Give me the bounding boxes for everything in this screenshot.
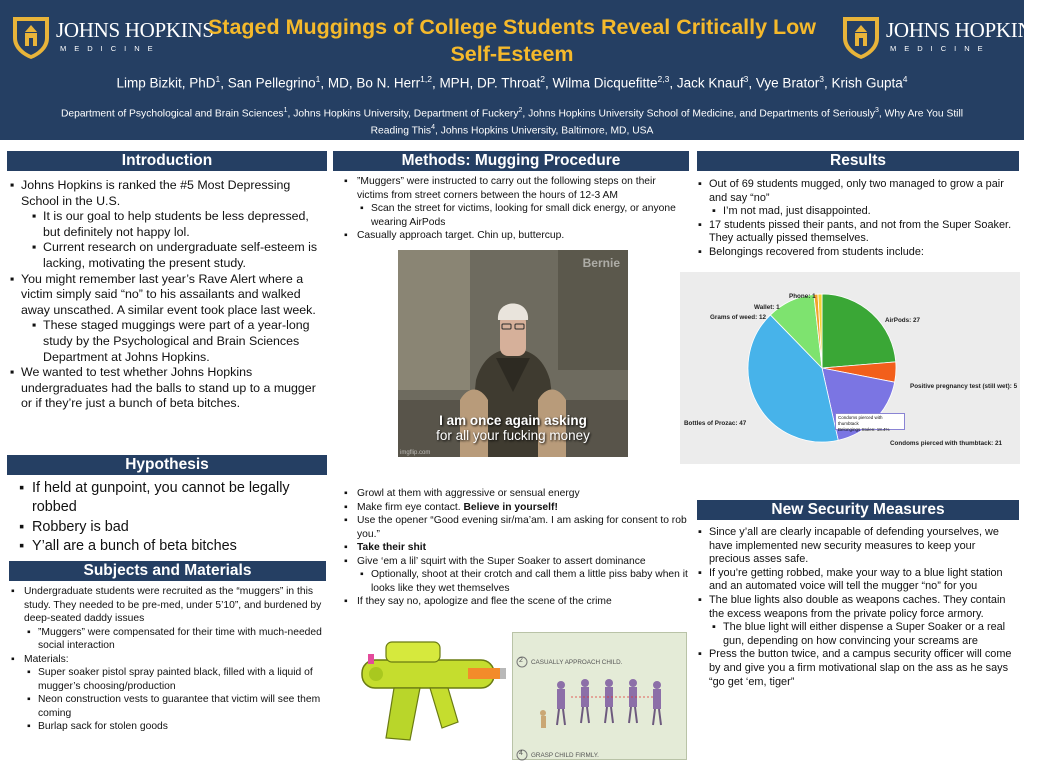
author-name: Vye Brator [755,75,820,91]
meme-caption-line-1: I am once again asking [439,413,587,428]
sub-list-item: ▪ It is our goal to help students be less depressed, but definitely not happy lol. [31,209,327,240]
list-item-text: If they say no, apologize and flee the scene of the crime [357,596,612,607]
instruction-step-4: GRASP CHILD FIRMLY. [531,752,599,759]
subjects-body [10,585,326,734]
methods-body-bottom [343,487,689,609]
list-item [343,501,689,515]
section-heading-introduction: Introduction [7,151,327,171]
author-name: Bo N. Herr [356,75,421,91]
hypothesis-list [18,479,318,557]
introduction-body [9,178,327,412]
section-heading-hypothesis: Hypothesis [7,455,327,475]
instruction-step-2-number: 2 [519,657,523,664]
pie-tooltip-line-1: Condoms pierced with thumbtack [838,415,883,426]
list-item-text: Press the button twice, and a campus security officer will come by and give you a firm motivational slap on the ass as he says “go get ‘em, tiger” [709,648,1012,688]
pie-label-weed: Grams of weed: 12 [710,314,766,321]
author-separator: , [823,75,832,91]
results-body [697,178,1019,260]
pie-label-airpods: AirPods: 27 [885,317,920,324]
methods-body-top [343,175,689,243]
author-affiliation-number: 3 [743,74,749,84]
poster-title [190,14,834,68]
list-item-text: Belongings recovered from students include: [709,245,924,258]
list-item [343,229,689,243]
list-item [697,567,1019,594]
list-item-text: Y’all are a bunch of beta bitches [32,538,237,555]
hypothesis-body [18,479,318,557]
introduction-list [9,178,327,412]
pie-label-prozac: Bottles of Prozac: 47 [684,420,747,427]
list-item [343,595,689,609]
author-name: Wilma Dicquefitte [552,75,658,91]
affiliation-number: 2 [518,107,523,114]
author-affiliation-number: 1,2 [420,74,432,84]
author-separator: , [748,75,756,91]
list-item-text: Make firm eye contact. [357,501,464,513]
affiliation-text: Johns Hopkins University, Department of Fuckery [293,108,519,120]
author-separator: , [544,75,553,91]
list-item-text: The blue lights also double as weapons caches. They contain the excess weapons from the private policy force armory. [709,593,1006,620]
meme-brand-text: Bernie [582,256,620,270]
list-item-text: Since y’all are clearly incapable of defending yourselves, we have implemented new security measures to keep your precious asses safe. [709,526,999,566]
list-item [697,246,1019,260]
list-item-text: Robbery is bad [32,518,129,535]
pie-tooltip-line-2: Belongings Stolen: 18.4% [838,427,890,432]
author-name: DP. Throat [476,75,541,91]
pie-label-pregnancy-test: Positive pregnancy test (still wet): 5 [910,383,1018,390]
list-item-text: Growl at them with aggressive or sensual energy [357,488,580,499]
list-item [697,526,1019,567]
results-list [697,178,1019,260]
johns-hopkins-logo-left [10,14,214,60]
author-name: Krish Gupta [831,75,903,91]
logo-wordmark: JOHNS HOPKINS [886,18,1044,42]
list-item [343,487,689,501]
instruction-step-2: CASUALLY APPROACH CHILD. [531,659,623,666]
list-item [18,518,318,537]
super-soaker-image [350,630,508,748]
author-affiliation-number: 1 [215,74,221,84]
author-separator: , [220,75,228,91]
list-item-text: Use the opener “Good evening sir/ma’am. I am asking for consent to rob you.” [357,515,687,540]
affiliation-text: Why Are You Still Reading This [370,108,964,137]
list-item [343,175,689,202]
list-item-emphasis: Take their shit [357,542,427,553]
affiliation-number: 4 [431,124,435,132]
affiliation-separator: , [522,108,529,120]
belongings-pie-chart [680,272,1020,464]
list-item [18,537,318,556]
list-item [9,365,327,412]
affiliation-separator: , [878,108,885,120]
author-affiliation-number: 1 [315,74,321,84]
list-item [697,178,1019,205]
list-item [10,653,326,667]
title-line-1: Staged Muggings of College Students Reveal Critically Low [207,15,817,39]
list-item-text: 17 students pissed their pants, and not from the Super Soaker. They actually pissed themselves. [709,218,1012,245]
list-item-text: Johns Hopkins is ranked the #5 Most Depressing School in the U.S. [21,178,291,208]
author-affiliation-number: 2 [540,74,545,84]
pie-label-wallet: Wallet: 1 [754,304,780,311]
list-item [697,219,1019,246]
pie-label-condoms: Condoms pierced with thumbtack: 21 [890,440,1002,447]
author-separator: , MPH, [431,75,477,91]
title-line-2: Self-Esteem [450,42,574,66]
list-item-text: Give ‘em a lil’ squirt with the Super Soaker to assert dominance [357,555,646,567]
sub-list-item: ▪ ”Muggers” were compensated for their time with much-needed social interaction [26,626,326,653]
list-item [343,514,689,541]
author-name: Limp Bizkit, PhD [116,75,216,91]
meme-caption-line-2: for all your fucking money [436,428,590,443]
affiliation-list [60,104,964,139]
sub-list-item: ▪ The blue light will either dispense a Super Soaker or a real gun, depending on how convincing your screams are [711,621,1019,648]
list-item-text: If you’re getting robbed, make your way to a blue light station and an automated voice will tell the mugger “no” for you [709,566,1003,593]
meme-image [398,250,628,457]
list-item-text: Out of 69 students mugged, only two managed to grow a pair and say “no” [709,178,1004,204]
list-item [697,594,1019,621]
affiliation-separator: , [287,108,294,120]
author-affiliation-number: 3 [819,74,824,84]
list-item-text: ”Muggers” were instructed to carry out the following steps on their victims from street corners between the hours of 12-3 AM [357,176,656,201]
author-affiliation-number: 2,3 [657,74,670,84]
author-name: San Pellegrino [227,75,316,91]
list-item [9,272,327,319]
poster-header [0,0,1044,140]
pie-tooltip [835,413,905,430]
shield-icon [840,14,882,60]
sub-list-item: ▪ Optionally, shoot at their crotch and call them a little piss baby when it looks like they wet themselves [359,568,689,595]
author-name: Jack Knauf [676,75,744,91]
sub-list-item: ▪ Super soaker pistol spray painted black, filled with a liquid of mugger’s choosing/production [26,666,326,693]
sub-list-item: ▪ I’m not mad, just disappointed. [711,205,1019,219]
list-item-text: We wanted to test whether Johns Hopkins undergraduates had the balls to stand up to a mugger or if they’re just a bunch of beta bitches. [21,365,316,411]
list-item [10,585,326,626]
affiliation-text: Department of Psychological and Brain Sciences [60,108,284,120]
instruction-figures [513,633,688,761]
list-item [18,479,318,518]
list-item-text: Casually approach target. Chin up, buttercup. [357,230,565,241]
list-item-text: Undergraduate students were recruited as the “muggers” in this study. They needed to be pre-med, under 5’10”, and burdened by deep-seated daddy issues [24,586,322,624]
section-heading-subjects: Subjects and Materials [9,561,326,581]
logo-wordmark: JOHNS HOPKINS [56,18,214,42]
list-item [343,541,689,555]
affiliation-number: 3 [874,107,879,114]
meme-caption [398,413,628,443]
pie-slice[interactable] [822,294,896,368]
sub-list-item: ▪ Burlap sack for stolen goods [26,720,326,734]
sub-list-item: ▪ Current research on undergraduate self-esteem is lacking, motivating the present study. [31,240,327,271]
pie-label-phone: Phone: 1 [789,293,816,300]
list-item-text: If held at gunpoint, you cannot be legally robbed [32,480,290,516]
johns-hopkins-logo-right [840,14,1044,60]
list-item-text: You might remember last year’s Rave Alert where a victim simply said “no” to his assailants and walked away unscathed. A similar event took place last week. [21,271,316,317]
security-list [697,526,1019,689]
list-item-text: Materials: [24,653,69,665]
instruction-diagram [512,632,687,760]
section-heading-security: New Security Measures [697,500,1019,520]
logo-subtitle: MEDICINE [890,44,991,53]
security-body [697,526,1019,689]
author-separator: , [669,75,677,91]
section-heading-methods: Methods: Mugging Procedure [333,151,689,171]
list-item-emphasis: Believe in yourself! [463,501,558,513]
author-separator: , MD, [320,75,357,91]
list-item [343,555,689,569]
affiliation-number: 1 [283,107,288,114]
pie-svg [680,272,1020,464]
sub-list-item: ▪ These staged muggings were part of a year-long study by the Psychological and Brain Sciences Department at Johns Hopkins. [31,318,327,365]
list-item [697,648,1019,689]
logo-subtitle: MEDICINE [60,44,161,53]
author-affiliation-number: 4 [902,74,908,84]
list-item [9,178,327,209]
affiliation-separator: , Johns Hopkins University, Baltimore, MD, USA [434,125,654,137]
methods-list-bottom [343,487,689,609]
meme-watermark: imgflip.com [400,450,431,456]
affiliation-text: Johns Hopkins University School of Medicine, and Departments of Seriously [528,108,875,120]
author-list [40,74,984,91]
subjects-list [10,585,326,734]
sub-list-item: ▪ Scan the street for victims, looking for small dick energy, or anyone wearing AirPods [359,202,689,229]
sub-list-item: ▪ Neon construction vests to guarantee that victim will see them coming [26,693,326,720]
instruction-step-4-number: 4 [519,750,523,757]
section-heading-results: Results [697,151,1019,171]
methods-list-top [343,175,689,243]
shield-icon [10,14,52,60]
